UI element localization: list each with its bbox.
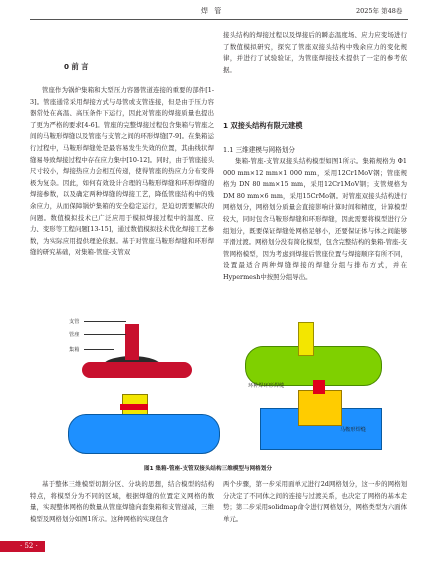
label-ring-weld: 环种焊环形焊缝	[248, 383, 285, 389]
page-number: · 52 ·	[20, 542, 38, 550]
nozzle-detail	[298, 390, 342, 426]
header-rule	[30, 19, 408, 20]
ring-weld-detail	[313, 380, 325, 394]
model-paragraph: 集箱-管座-支管双接头结构模型如图1所示。集箱规格为 Φ1 000 mm×12 mm×1 000 mm，采用12Cr1MoV钢；管座规格为 DN 80 mm×15 mm，采用12Cr1MoV钢；支管规格为 DM 80 mm×6 mm，采用15CrMo钢。对管座双接头结构进行网格划分，网格划分质量会直接影响计算时间和精度，计算模型较大，同时包含马鞍形焊缝和环形焊缝，因此需要将模型进行分组划分，既要保证焊缝处网格足够小，还要保证体与体之间能够平滑过渡。网格划分没有简化模型，包含完整结构的集箱-管座-支管网格模型，因为考虑到焊接后管座位置与焊接顺序有所不同，设置最适合两种焊缝焊接的焊缝分组与排布方式，并在Hypermesh中按照分组导出。	[223, 157, 407, 281]
intro-heading: 0 前 言	[64, 62, 89, 71]
journal-name: 焊 管	[201, 7, 224, 15]
continued-paragraph: 接头结构的焊接过程以及焊接后的瞬态温度场、应力应变场进行了数值模拟研究，探究了管座双接头结构中残余应力的变化规律，并进行了试验验证，为管座焊接技术提供了一定的参考依据。	[223, 31, 407, 74]
figure-1-caption: 图1 集箱-管座-支管双接头结构三维模型与网格划分	[144, 466, 272, 472]
header-blue-mesh	[68, 414, 220, 454]
bottom-right-paragraph: 两个步骤，第一步采用面单元进行2d网格划分，这一步的网格划分决定了不同体之间的连接与过渡关系，也决定了网格的基本走势；第二步采用solidmap命令进行网格划分，网格类型为六面体单元。	[223, 480, 407, 523]
label-header: 集箱	[69, 347, 80, 353]
bottom-left-text	[30, 479, 214, 525]
label-saddle-weld: 马鞍形焊缝	[340, 427, 366, 433]
intro-body	[30, 85, 214, 259]
tube-model	[125, 324, 139, 360]
bottom-left-paragraph: 基于整体三维模型切割分区、分块的思想，结合模型的结构特点，将模型分为不同的区域，根据焊缝的位置定义网格的数量，实现整体网格的数量从管座焊缝向套集箱和支管递减，三维模型及网格划分如图1所示。这种网格的实现包含	[30, 480, 214, 523]
figure-1	[30, 318, 400, 456]
intro-paragraph: 管座作为锅炉集箱和大型压力容器管道连接的重要的部件[1-3]。管座通常采用焊接方式与母管或支管连接，但是由于压力容器常处在高温、高压条件下运行，因此对管座的焊接质量也提出了更为严格的要求[4-6]。管座的完整焊接过程包含集箱与管座之间的马鞍形焊缝以及管座与支管之间的环形焊缝[7-9]。在集箱运行过程中，马鞍形焊缝处是最容易发生失效的位置，其曲线状焊缝易导致焊接过程中存在应力集中[10-12]。同时，由于管座接头尺寸较小，焊接热应力会相互传递，使得管座的热应力分布变得极为复杂。因此，如何有效设计合理的马鞍形焊缝和环形焊缝的焊接参数，以及确定两种焊缝的焊接工艺，降低管座结构中的残余应力，从而保障锅炉集箱的安全稳定运行，是迫切需要解决的问题。数值模拟技术已广泛应用于模拟焊接过程中的温度、应力、变形等工程问题[13-15]，通过数值模拟技术优化焊接工艺参数，为实际应用提供理论依据。基于对管座马鞍形焊缝和环形焊缝的研究基础，对集箱-管座-支管双	[30, 86, 214, 257]
label-tube: 支管	[69, 319, 80, 325]
label-nozzle: 管座	[69, 332, 80, 338]
ring-weld-mesh	[120, 404, 148, 410]
leader-header	[84, 349, 114, 350]
right-column-top	[223, 30, 407, 76]
leader-tube	[84, 321, 126, 322]
page-header	[0, 0, 427, 22]
bottom-right-text	[223, 479, 407, 525]
leader-nozzle	[84, 334, 126, 335]
right-column-body	[223, 156, 407, 284]
header-model	[82, 362, 192, 378]
section-1-heading: 1 双接头结构有限元建模	[223, 121, 303, 130]
tube-mesh	[298, 322, 314, 356]
issue-info: 2025年 第48卷	[356, 7, 403, 15]
subsection-1-1-heading: 1.1 三维建模与网格划分	[223, 146, 295, 154]
